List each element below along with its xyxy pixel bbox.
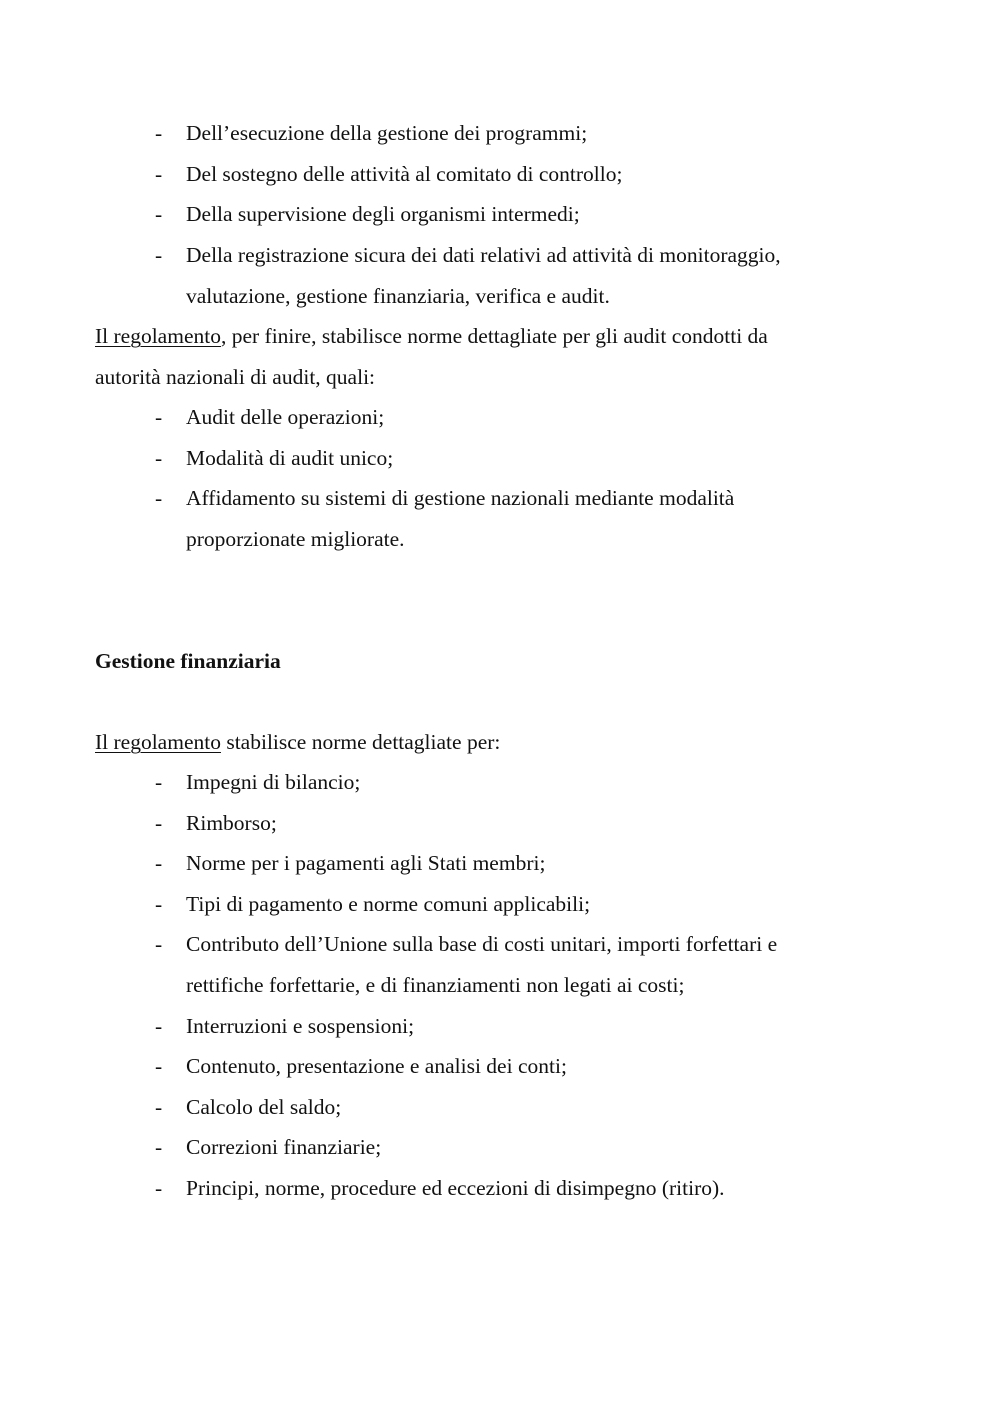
paragraph-text: stabilisce norme dettagliate per:	[220, 730, 501, 754]
list-bullet: -	[155, 243, 163, 267]
list-item: Audit delle operazioni;	[186, 405, 385, 429]
list-bullet: -	[155, 770, 163, 794]
list-bullet: -	[155, 811, 163, 835]
list-item: Contributo dell’Unione sulla base di costi unitari, importi forfettari e	[186, 932, 778, 956]
list-bullet: -	[155, 1054, 163, 1078]
list-item-continuation: proporzionate migliorate.	[186, 527, 405, 551]
list-bullet: -	[155, 162, 163, 186]
list-item: Tipi di pagamento e norme comuni applicabili;	[186, 892, 591, 916]
section-heading: Gestione finanziaria	[95, 649, 281, 673]
list-bullet: -	[155, 446, 163, 470]
underlined-term: Il regolamento	[95, 730, 221, 754]
list-item: Modalità di audit unico;	[186, 446, 394, 470]
underlined-term: Il regolamento	[95, 324, 221, 348]
paragraph-audit-intro	[95, 323, 768, 349]
list-item: Interruzioni e sospensioni;	[186, 1014, 415, 1038]
list-item: Rimborso;	[186, 811, 277, 835]
list-item: Correzioni finanziarie;	[186, 1135, 382, 1159]
list-item: Principi, norme, procedure ed eccezioni di disimpegno (ritiro).	[186, 1176, 725, 1200]
list-bullet: -	[155, 1095, 163, 1119]
list-bullet: -	[155, 1176, 163, 1200]
list-item: Dell’esecuzione della gestione dei programmi;	[186, 121, 588, 145]
list-item: Calcolo del saldo;	[186, 1095, 342, 1119]
list-item: Impegni di bilancio;	[186, 770, 361, 794]
list-bullet: -	[155, 1135, 163, 1159]
list-bullet: -	[155, 202, 163, 226]
list-item: Della supervisione degli organismi intermedi;	[186, 202, 580, 226]
paragraph-text-line2: autorità nazionali di audit, quali:	[95, 365, 376, 389]
list-item-continuation: rettifiche forfettarie, e di finanziamenti non legati ai costi;	[186, 973, 685, 997]
paragraph-financial-intro	[95, 729, 500, 755]
list-item: Affidamento su sistemi di gestione nazionali mediante modalità	[186, 486, 735, 510]
list-bullet: -	[155, 892, 163, 916]
list-item: Norme per i pagamenti agli Stati membri;	[186, 851, 546, 875]
list-bullet: -	[155, 121, 163, 145]
list-item: Della registrazione sicura dei dati relativi ad attività di monitoraggio,	[186, 243, 781, 267]
list-bullet: -	[155, 486, 163, 510]
paragraph-text: , per finire, stabilisce norme dettagliate per gli audit condotti da	[220, 324, 768, 348]
list-item: Del sostegno delle attività al comitato di controllo;	[186, 162, 623, 186]
list-bullet: -	[155, 1014, 163, 1038]
list-bullet: -	[155, 851, 163, 875]
list-bullet: -	[155, 405, 163, 429]
list-bullet: -	[155, 932, 163, 956]
list-item-continuation: valutazione, gestione finanziaria, verifica e audit.	[186, 284, 610, 308]
list-item: Contenuto, presentazione e analisi dei conti;	[186, 1054, 567, 1078]
